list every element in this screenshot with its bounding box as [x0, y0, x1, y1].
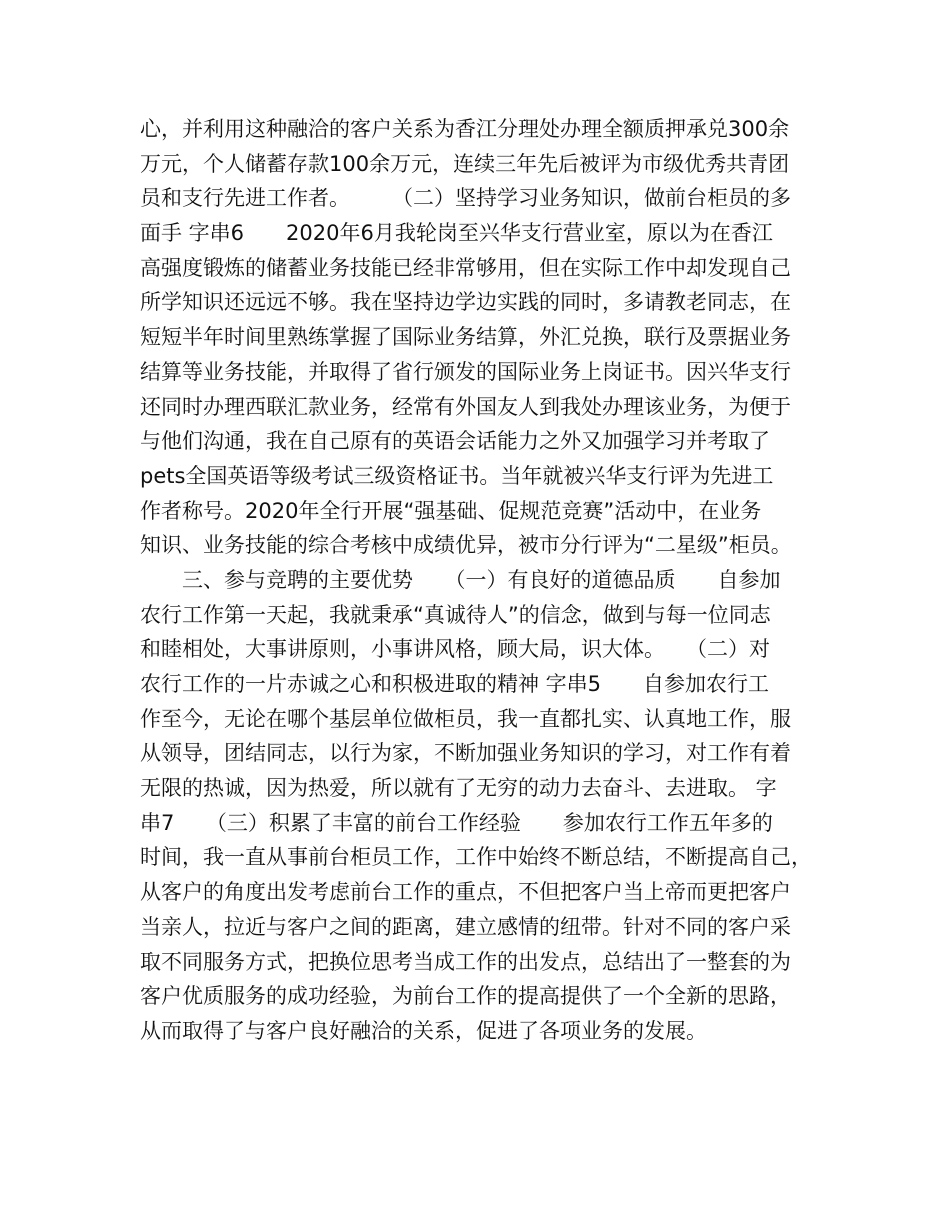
text-line-20: 无限的热诚，因为热爱，所以就有了无穷的动力去奋斗、去进取。 字: [140, 776, 777, 801]
text-line-10: 与他们沟通，我在自己原有的英语会话能力之外又加强学习并考取了: [140, 429, 770, 454]
text-line-1: 心，并利用这种融洽的客户关系为香江分理处办理全额质押承兑300余: [140, 117, 790, 141]
text-line-26: 客户优质服务的成功经验，为前台工作的提高提供了一个全新的思路，: [140, 984, 791, 1009]
text-line-13: 知识、业务技能的综合考核中成绩优异，被市分行评为“二星级”柜员。: [140, 533, 792, 558]
text-line-22: 时间，我一直从事前台柜员工作，工作中始终不断总结，不断提高自己，: [140, 845, 812, 870]
text-line-4: 面手 字串6 2020年6月我轮岗至兴华支行营业室，原以为在香江: [140, 221, 773, 246]
text-line-15: 农行工作第一天起，我就秉承“真诚待人”的信念，做到与每一位同志: [140, 602, 771, 627]
text-line-6: 所学知识还远远不够。我在坚持边学边实践的同时，多请教老同志，在: [140, 290, 791, 315]
text-line-17: 农行工作的一片赤诚之心和积极进取的精神 字串5 自参加农行工: [140, 672, 770, 696]
text-line-7: 短短半年时间里熟练掌握了国际业务结算，外汇兑换，联行及票据业务: [140, 325, 791, 350]
text-line-16: 和睦相处，大事讲原则，小事讲风格，顾大局，识大体。 （二）对: [140, 637, 770, 662]
text-line-2: 万元，个人储蓄存款100余万元，连续三年先后被评为市级优秀共青团: [140, 151, 790, 176]
text-line-25: 取不同服务方式，把换位思考当成工作的出发点，总结出了一整套的为: [140, 949, 791, 974]
text-line-21: 串7 （三）积累了丰富的前台工作经验 参加农行工作五年多的: [140, 810, 773, 835]
text-line-18: 作至今，无论在哪个基层单位做柜员，我一直都扎实、认真地工作，服: [140, 706, 791, 731]
text-line-5: 高强度锻炼的储蓄业务技能已经非常够用，但在实际工作中却发现自己: [140, 255, 791, 280]
text-line-23: 从客户的角度出发考虑前台工作的重点，不但把客户当上帝而更把客户: [140, 880, 791, 905]
text-line-19: 从领导，团结同志，以行为家，不断加强业务知识的学习，对工作有着: [140, 741, 791, 766]
body-text: [140, 112, 830, 1049]
text-line-3: 员和支行先进工作者。 （二）坚持学习业务知识，做前台柜员的多: [140, 186, 791, 211]
text-line-8: 结算等业务技能，并取得了省行颁发的国际业务上岗证书。因兴华支行: [140, 359, 791, 384]
text-line-14: 三、参与竞聘的主要优势 （一）有良好的道德品质 自参加: [140, 567, 781, 592]
text-line-27: 从而取得了与客户良好融洽的关系，促进了各项业务的发展。: [140, 1018, 707, 1043]
text-line-9: 还同时办理西联汇款业务，经常有外国友人到我处办理该业务，为便于: [140, 394, 791, 419]
text-line-24: 当亲人，拉近与客户之间的距离，建立感情的纽带。针对不同的客户采: [140, 914, 791, 939]
text-line-11: pets全国英语等级考试三级资格证书。当年就被兴华支行评为先进工: [140, 463, 774, 488]
text-line-12: 作者称号。2020年全行开展“强基础、促规范竞赛”活动中，在业务: [140, 498, 762, 523]
